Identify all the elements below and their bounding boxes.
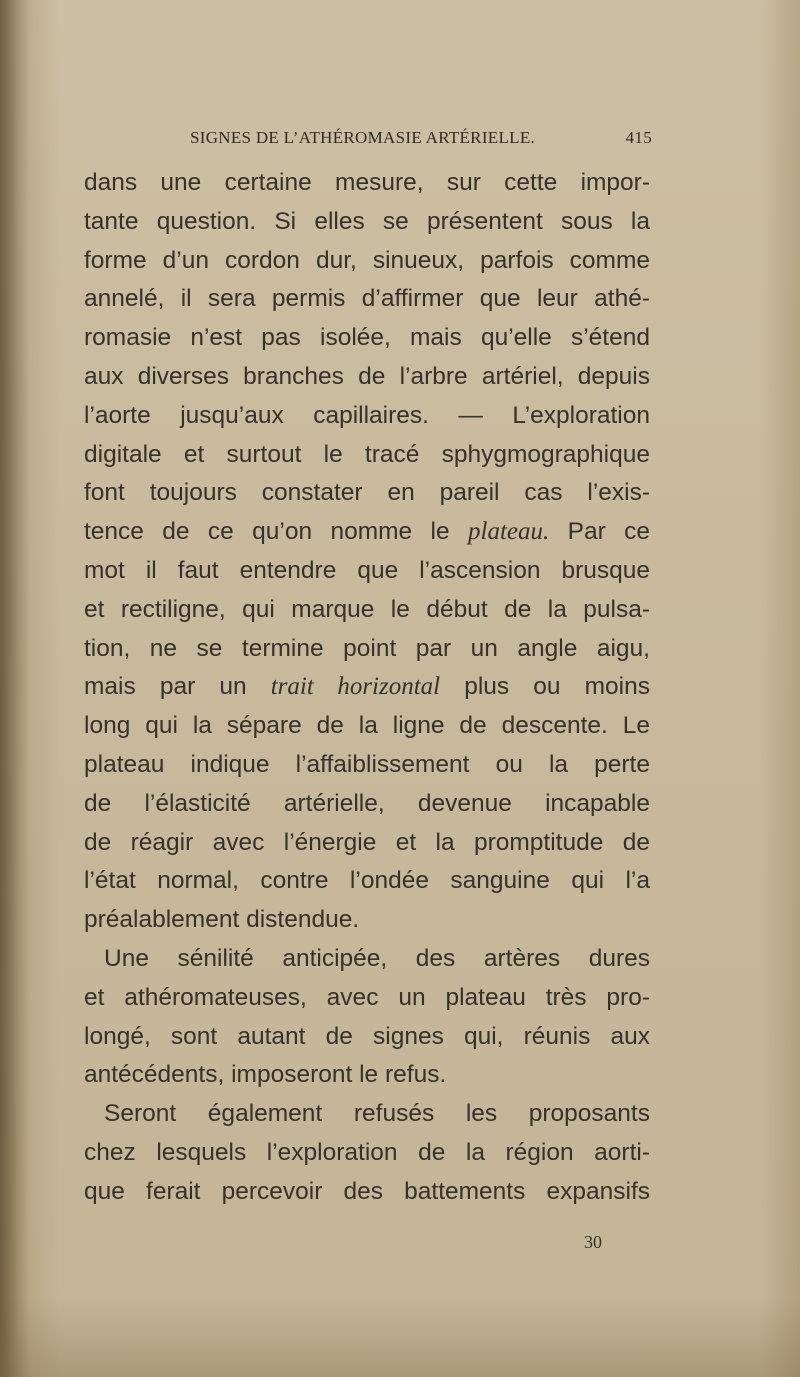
text-line-3: forme d’un cordon dur, sinueux, parfois comme: [84, 246, 650, 274]
text-line-24: antécédents, imposeront le refus.: [84, 1061, 447, 1089]
text-line-17: de l’élasticité artérielle, devenue incapable: [84, 789, 650, 817]
text-line-20: préalablement distendue.: [84, 906, 360, 934]
italic-term-plateau: plateau.: [468, 518, 550, 546]
text-line-10-pre: tence de ce qu’on nomme le: [84, 518, 468, 546]
text-line-22: et athéromateuses, avec un plateau très pro-: [84, 983, 650, 1011]
running-head: [190, 128, 652, 158]
text-line-18: de réagir avec l’énergie et la promptitude de: [84, 828, 650, 856]
text-line-6: aux diverses branches de l’arbre artériel, depuis: [84, 362, 650, 390]
text-line-8: digitale et surtout le tracé sphygmographique: [84, 440, 650, 468]
text-line-16: plateau indique l’affaiblissement ou la perte: [84, 750, 650, 778]
text-line-11: mot il faut entendre que l’ascension brusque: [84, 556, 650, 584]
text-line-14: [84, 668, 650, 707]
text-line-23: longé, sont autant de signes qui, réunis aux: [84, 1022, 650, 1050]
signature-mark: 30: [584, 1232, 602, 1252]
spine-shadow: [0, 0, 30, 1377]
text-line-10: [84, 513, 650, 552]
text-line-4: annelé, il sera permis d’affirmer que leur athé-: [84, 285, 650, 313]
text-line-27: que ferait percevoir des battements expansifs: [84, 1177, 650, 1205]
body-text: [84, 164, 650, 1212]
text-line-26: chez lesquels l’exploration de la région aorti-: [84, 1138, 650, 1166]
text-line-13: tion, ne se termine point par un angle aigu,: [84, 634, 650, 662]
text-line-21: Une sénilité anticipée, des artères dures: [104, 944, 650, 972]
text-line-15: long qui la sépare de la ligne de descente. Le: [84, 712, 650, 740]
text-line-7: l’aorte jusqu’aux capillaires. — L’exploration: [84, 401, 650, 429]
page-number: 415: [625, 128, 652, 147]
text-line-14-post: plus ou moins: [440, 673, 650, 701]
text-line-1: dans une certaine mesure, sur cette impor-: [84, 169, 650, 196]
text-line-10-post: Par ce: [549, 518, 650, 546]
text-line-9: font toujours constater en pareil cas l’exis-: [84, 479, 650, 507]
text-line-19: l’état normal, contre l’ondée sanguine qui l’a: [84, 867, 650, 895]
text-line-25: Seront également refusés les proposants: [104, 1100, 650, 1128]
text-line-12: et rectiligne, qui marque le début de la pulsa-: [84, 595, 650, 623]
bottom-shadow: [0, 1297, 800, 1377]
running-head-title: SIGNES DE L’ATHÉROMASIE ARTÉRIELLE.: [190, 128, 536, 147]
text-line-5: romasie n’est pas isolée, mais qu’elle s’étend: [84, 324, 650, 352]
italic-term-trait-horizontal: trait horizontal: [270, 673, 441, 701]
text-line-14-pre: mais par un: [84, 673, 271, 701]
text-line-2: tante question. Si elles se présentent sous la: [84, 207, 650, 235]
